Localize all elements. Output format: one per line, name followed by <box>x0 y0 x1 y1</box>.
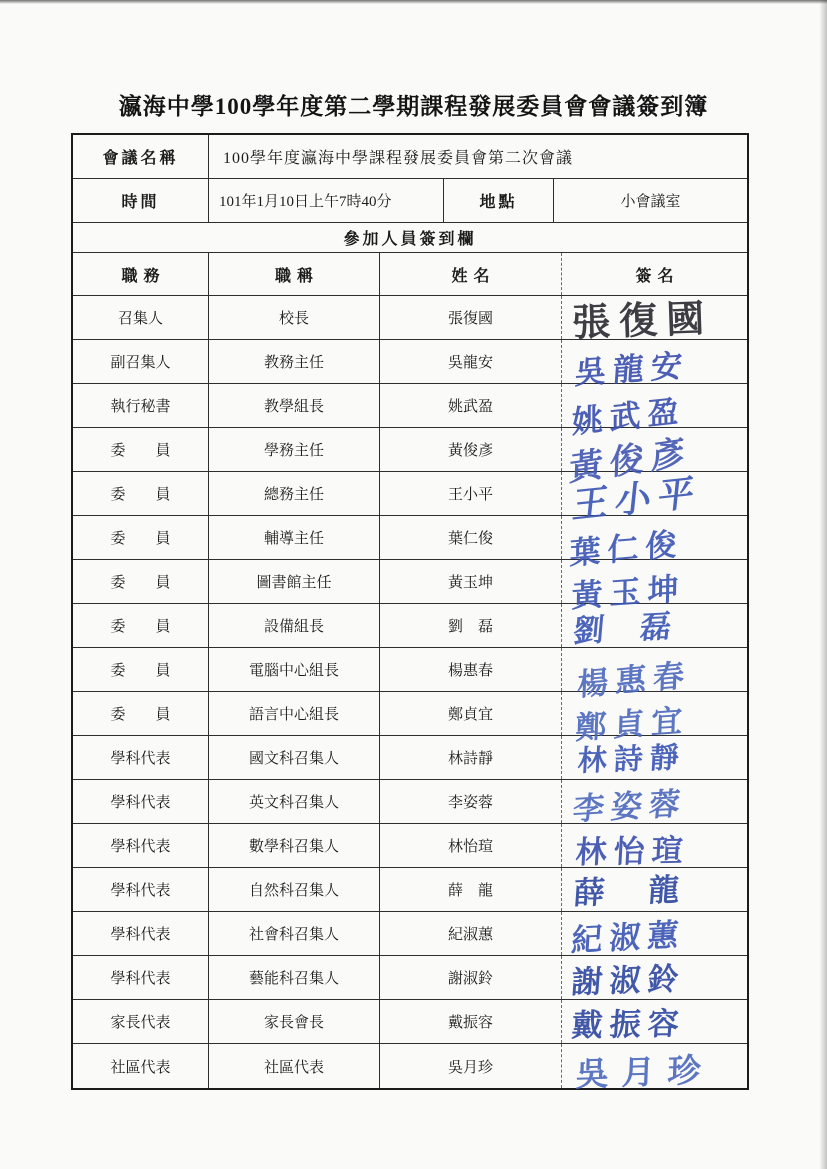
table-row <box>73 604 747 648</box>
signature: 吳龍安 <box>573 347 691 391</box>
cell-role: 委 員 <box>73 560 209 603</box>
cell-role: 學科代表 <box>73 780 209 823</box>
cell-signature <box>562 340 747 391</box>
cell-name: 吳月珍 <box>380 1044 562 1088</box>
table-row <box>73 868 747 912</box>
cell-title: 社會科召集人 <box>209 912 380 955</box>
location-label: 地點 <box>444 179 554 222</box>
scan-right-edge-artifact <box>820 0 827 1169</box>
cell-role: 執行秘書 <box>73 384 209 427</box>
cell-name: 葉仁俊 <box>380 516 562 559</box>
cell-name: 黃俊彥 <box>380 428 562 471</box>
cell-role: 學科代表 <box>73 736 209 779</box>
cell-title: 家長會長 <box>209 1000 380 1043</box>
signature: 林詩靜 <box>576 741 687 778</box>
header-signature: 簽名 <box>635 267 680 285</box>
cell-title: 國文科召集人 <box>209 736 380 779</box>
cell-name: 吳龍安 <box>380 340 562 383</box>
table-row <box>73 428 747 489</box>
cell-signature <box>562 471 747 527</box>
sign-in-table <box>71 133 749 1094</box>
cell-signature <box>562 868 747 911</box>
cell-name: 謝淑鈴 <box>380 956 562 999</box>
cell-name: 林詩靜 <box>380 736 562 779</box>
cell-name: 鄭貞宜 <box>380 692 562 735</box>
signature: 李姿蓉 <box>571 785 689 827</box>
signature: 林怡瑄 <box>574 832 691 870</box>
cell-title: 數學科召集人 <box>209 824 380 867</box>
signature: 劉 磊 <box>571 607 687 649</box>
time-location-row <box>73 179 747 223</box>
table-row <box>73 1000 747 1044</box>
location-value: 小會議室 <box>620 194 681 210</box>
cell-signature <box>562 604 747 647</box>
signin-section-label: 參加人員簽到欄 <box>343 231 477 248</box>
cell-title: 校長 <box>209 296 380 339</box>
cell-role: 委 員 <box>73 604 209 647</box>
signature: 紀淑蕙 <box>570 916 687 959</box>
cell-title: 輔導主任 <box>209 516 380 559</box>
cell-signature <box>562 1044 747 1094</box>
cell-title: 教務主任 <box>209 340 380 383</box>
cell-title: 教學組長 <box>209 384 380 427</box>
cell-role: 委 員 <box>73 692 209 735</box>
cell-name: 紀淑蕙 <box>380 912 562 955</box>
cell-role: 委 員 <box>73 516 209 559</box>
cell-title: 語言中心組長 <box>209 692 380 735</box>
cell-title: 自然科召集人 <box>209 868 380 911</box>
cell-name: 黃玉坤 <box>380 560 562 603</box>
table-row <box>73 296 747 345</box>
table-row <box>73 956 747 1000</box>
table-row <box>73 648 747 703</box>
signature: 戴振容 <box>570 1005 687 1043</box>
signature: 楊惠春 <box>576 657 692 703</box>
header-name: 姓名 <box>380 253 562 295</box>
cell-name: 楊惠春 <box>380 648 562 691</box>
cell-role: 學科代表 <box>73 824 209 867</box>
signature: 鄭貞宜 <box>574 702 690 746</box>
signin-section-row <box>73 223 747 253</box>
table-row <box>73 560 747 614</box>
table-row <box>73 912 747 959</box>
cell-role: 召集人 <box>73 296 209 339</box>
cell-role: 學科代表 <box>73 956 209 999</box>
cell-name: 劉 磊 <box>380 604 562 647</box>
table-row <box>73 516 747 572</box>
cell-title: 社區代表 <box>209 1044 380 1088</box>
cell-name: 姚武盈 <box>380 384 562 427</box>
signature: 姚武盈 <box>571 392 686 440</box>
page-title: 瀛海中學100學年度第二學期課程發展委員會會議簽到簿 <box>118 94 709 119</box>
cell-name: 李姿蓉 <box>380 780 562 823</box>
cell-role: 副召集人 <box>73 340 209 383</box>
table-row <box>73 1044 747 1094</box>
time-value: 101年1月10日上午7時40分 <box>209 179 444 222</box>
cell-name: 張復國 <box>380 296 562 339</box>
cell-name: 薛 龍 <box>380 868 562 911</box>
table-row <box>73 340 747 391</box>
cell-title: 電腦中心組長 <box>209 648 380 691</box>
time-label: 時間 <box>73 179 209 222</box>
cell-signature <box>562 648 747 703</box>
meeting-name-row <box>73 135 747 179</box>
cell-signature <box>562 780 747 827</box>
cell-role: 學科代表 <box>73 868 209 911</box>
meeting-name-label: 會議名稱 <box>73 135 209 178</box>
cell-name: 王小平 <box>380 472 562 515</box>
cell-signature <box>562 736 747 779</box>
header-title: 職稱 <box>209 253 380 295</box>
cell-title: 總務主任 <box>209 472 380 515</box>
cell-role: 委 員 <box>73 648 209 691</box>
cell-title: 設備組長 <box>209 604 380 647</box>
cell-role: 委 員 <box>73 472 209 515</box>
roster-rows <box>73 296 747 1094</box>
cell-name: 林怡瑄 <box>380 824 562 867</box>
signature: 葉仁俊 <box>569 526 684 572</box>
cell-role: 學科代表 <box>73 912 209 955</box>
cell-name: 戴振容 <box>380 1000 562 1043</box>
cell-title: 英文科召集人 <box>209 780 380 823</box>
cell-title: 藝能科召集人 <box>209 956 380 999</box>
signature: 王小平 <box>570 471 704 527</box>
table-row <box>73 692 747 746</box>
signature: 黃玉坤 <box>571 570 686 614</box>
table-row <box>73 824 747 868</box>
signature: 薛 龍 <box>572 871 699 911</box>
signature: 張復國 <box>571 298 714 345</box>
table-row <box>73 471 747 527</box>
cell-role: 委 員 <box>73 428 209 471</box>
table-row <box>73 736 747 780</box>
cell-signature <box>562 912 747 959</box>
signature: 吳月珍 <box>575 1052 715 1094</box>
meeting-name-value: 100學年度瀛海中學課程發展委員會第二次會議 <box>223 150 574 167</box>
cell-title: 學務主任 <box>209 428 380 471</box>
table-row <box>73 780 747 827</box>
cell-signature <box>562 296 747 345</box>
signature: 黃俊彥 <box>568 433 692 489</box>
cell-signature <box>562 1000 747 1043</box>
table-row <box>73 384 747 440</box>
cell-role: 社區代表 <box>73 1044 209 1088</box>
scan-top-edge-artifact <box>0 0 827 4</box>
signature: 謝淑鈴 <box>570 960 687 1000</box>
cell-title: 圖書館主任 <box>209 560 380 603</box>
cell-role: 家長代表 <box>73 1000 209 1043</box>
cell-signature <box>562 824 747 870</box>
header-role: 職務 <box>73 253 209 295</box>
cell-signature <box>562 956 747 999</box>
